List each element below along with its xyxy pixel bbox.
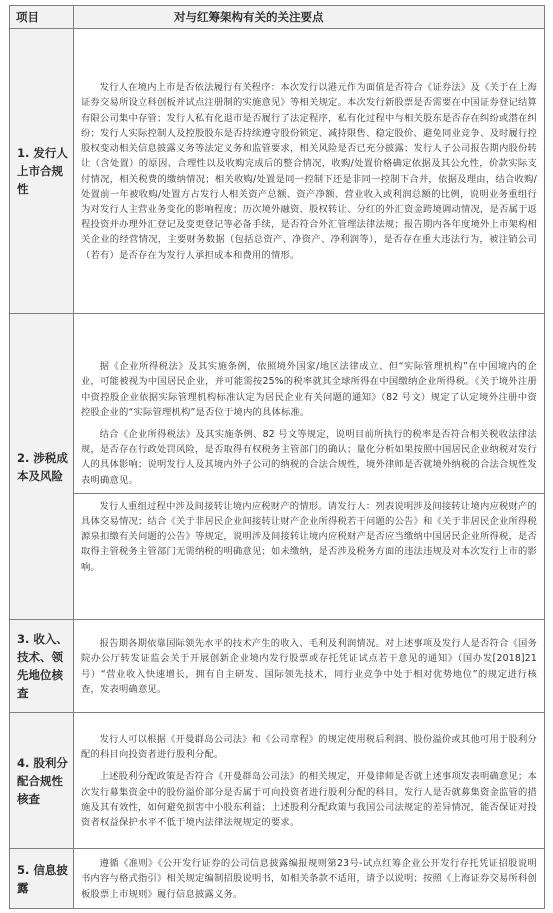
row-label: 5. 信息披露 <box>10 849 74 909</box>
header-focus-points: 对与红筹架构有关的关注要点 <box>74 6 545 29</box>
paragraph: 发行人可以根据《开曼群岛公司法》和《公司章程》的规定使用税后利润、股份溢价或其他可用于股利分配的科目向投资者进行股利分配。 <box>81 733 537 761</box>
row-content <box>74 620 545 713</box>
paragraph: 上述股利分配政策是否符合《开曼群岛公司法》的相关规定，开曼律师是否就上述事项发表明确意见；本次发行募集资金中的股份溢价部分是否属于可向投资者进行股利分配的科目，发行人是否就募集资金监管的措施及其有效性，如何避免损害中小股东利益；上述股利分配政策与我国公司法规定的差异情况，能否保证对投资者权益保护水平不低于境内法律法规规定的要求。 <box>81 771 537 828</box>
paragraph: 遵循《准则》《公开发行证券的公司信息披露编报规则第23号-试点红筹企业公开发行存托凭证招股说明书内容与格式指引》相关规定编制招股说明书，如相关条款不适用，请予以说明；按照《上海证券交易所科创板股票上市规则》履行信息披露义务。 <box>81 858 537 900</box>
paragraph: 结合《企业所得税法》及其实施条例、82 号文等规定，说明目前所执行的税率是否符合相关税收法律法规，是否存在行政处罚风险，是否取得有权税务主管部门的确认；量化分析如果按照中国居民企业纳税对发行人的具体影响；说明发行人及其境内外子公司的纳税的合法合规性，境外律师是否就境外纳税的合法合规性发表明确意见。 <box>81 428 537 486</box>
table-row <box>10 713 545 849</box>
paragraph: 据《企业所得税法》及其实施条例，依照境外国家/地区法律成立、但“实际管理机构”在中国境内的企业，可能被视为中国居民企业，并可能需按25%的税率就其全球所得在中国缴纳企业所得税。《关于境外注册中资控股企业依据实际管理机构标准认定为居民企业有关问题的通知》（82 号文）规定了认定境外注册中资控股企业的“实际管理机构”是否位于境内的具体标准。 <box>81 361 537 418</box>
row-label: 2. 涉税成本及风险 <box>10 314 74 620</box>
row-content <box>74 849 545 909</box>
paragraph: 报告期各期依靠国际领先水平的技术产生的收入、毛利及利润情况。对上述事项及发行人是否符合《国务院办公厅转发证监会关于开展创新企业境内发行股票或存托凭证试点若干意见的通知》（国办发[2018]21 号）“营业收入快速增长，拥有自主研发、国际领先技术，同行业竞争中处于相对优势地位”的规定进行核查，发表明确意见。 <box>81 638 537 695</box>
paragraph: 发行人在境内上市是否依法履行有关程序：本次发行以港元作为面值是否符合《证券法》及《关于在上海证券交易所设立科创板并试点注册制的实施意见》等相关规定。本次发行新股票是否需要在中国证券登记结算有限公司集中存管；发行人私有化退市是否履行了法定程序，私有化过程中与相关股东是否存在纠纷或潜在纠纷；发行人实际控制人及控股股东是否持续遵守股份锁定、减持限售、稳定股价、避免同业竞争、及时履行控股权变动相关信息披露义务等法定义务和监管要求，相关风险是否已充分披露；发行人子公司报告期内股份转让（含处置）的原因、合理性以及收购完成后的整合情况，收购/处置价格确定依据及其公允性，价款实际支付情况，相关税费的缴纳情况；相关收购/处置是同一控制下还是非同一控制下合并，依据及理由，结合收购/处置前一年被收购/处置方占发行人相关资产总额、资产净额、营业收入或利润总额的比例，说明业务重组行为对发行人主营业务变化的影响程度；历次境外融资、股权转让、分红的外汇资金跨境调动情况，是否属于返程投资并办理外汇登记及变更登记等必备手续，是否符合外汇管理法律法规；报告期内各年度境外上市架构相关企业的经营情况，主要财务数据（包括总资产、净资产、净利润等），是否存在重大违法行为，被注销公司（若有）是否存在为发行人承担成本和费用的情形。 <box>81 82 537 261</box>
focus-points-table <box>9 5 545 909</box>
table-header-row <box>10 6 545 29</box>
section-divider <box>74 493 544 494</box>
table-row <box>10 29 545 314</box>
table-row <box>10 314 545 620</box>
table-row <box>10 620 545 713</box>
row-content <box>74 314 545 620</box>
row-label: 1. 发行人上市合规性 <box>10 29 74 314</box>
row-content <box>74 713 545 849</box>
paragraph: 发行人重组过程中涉及间接转让境内应税财产的情形。请发行人：列表说明涉及间接转让境内应税财产的具体交易情况；结合《关于非居民企业间接转让财产企业所得税若干问题的公告》和《关于非居民企业所得税源泉扣缴有关问题的公告》等规定，说明涉及间接转让境内应税财产是否应当缴纳中国居民企业所得税，是否取得主管税务主管部门无需纳税的明确意见；如未缴纳，是否涉及税务方面的违法违规及对本次发行上市的影响。 <box>81 500 537 573</box>
table-row <box>10 849 545 909</box>
row-label: 4. 股利分配合规性核查 <box>10 713 74 849</box>
row-content <box>74 29 545 314</box>
row-label: 3. 收入、技术、领先地位核查 <box>10 620 74 713</box>
header-item: 项目 <box>10 6 74 29</box>
